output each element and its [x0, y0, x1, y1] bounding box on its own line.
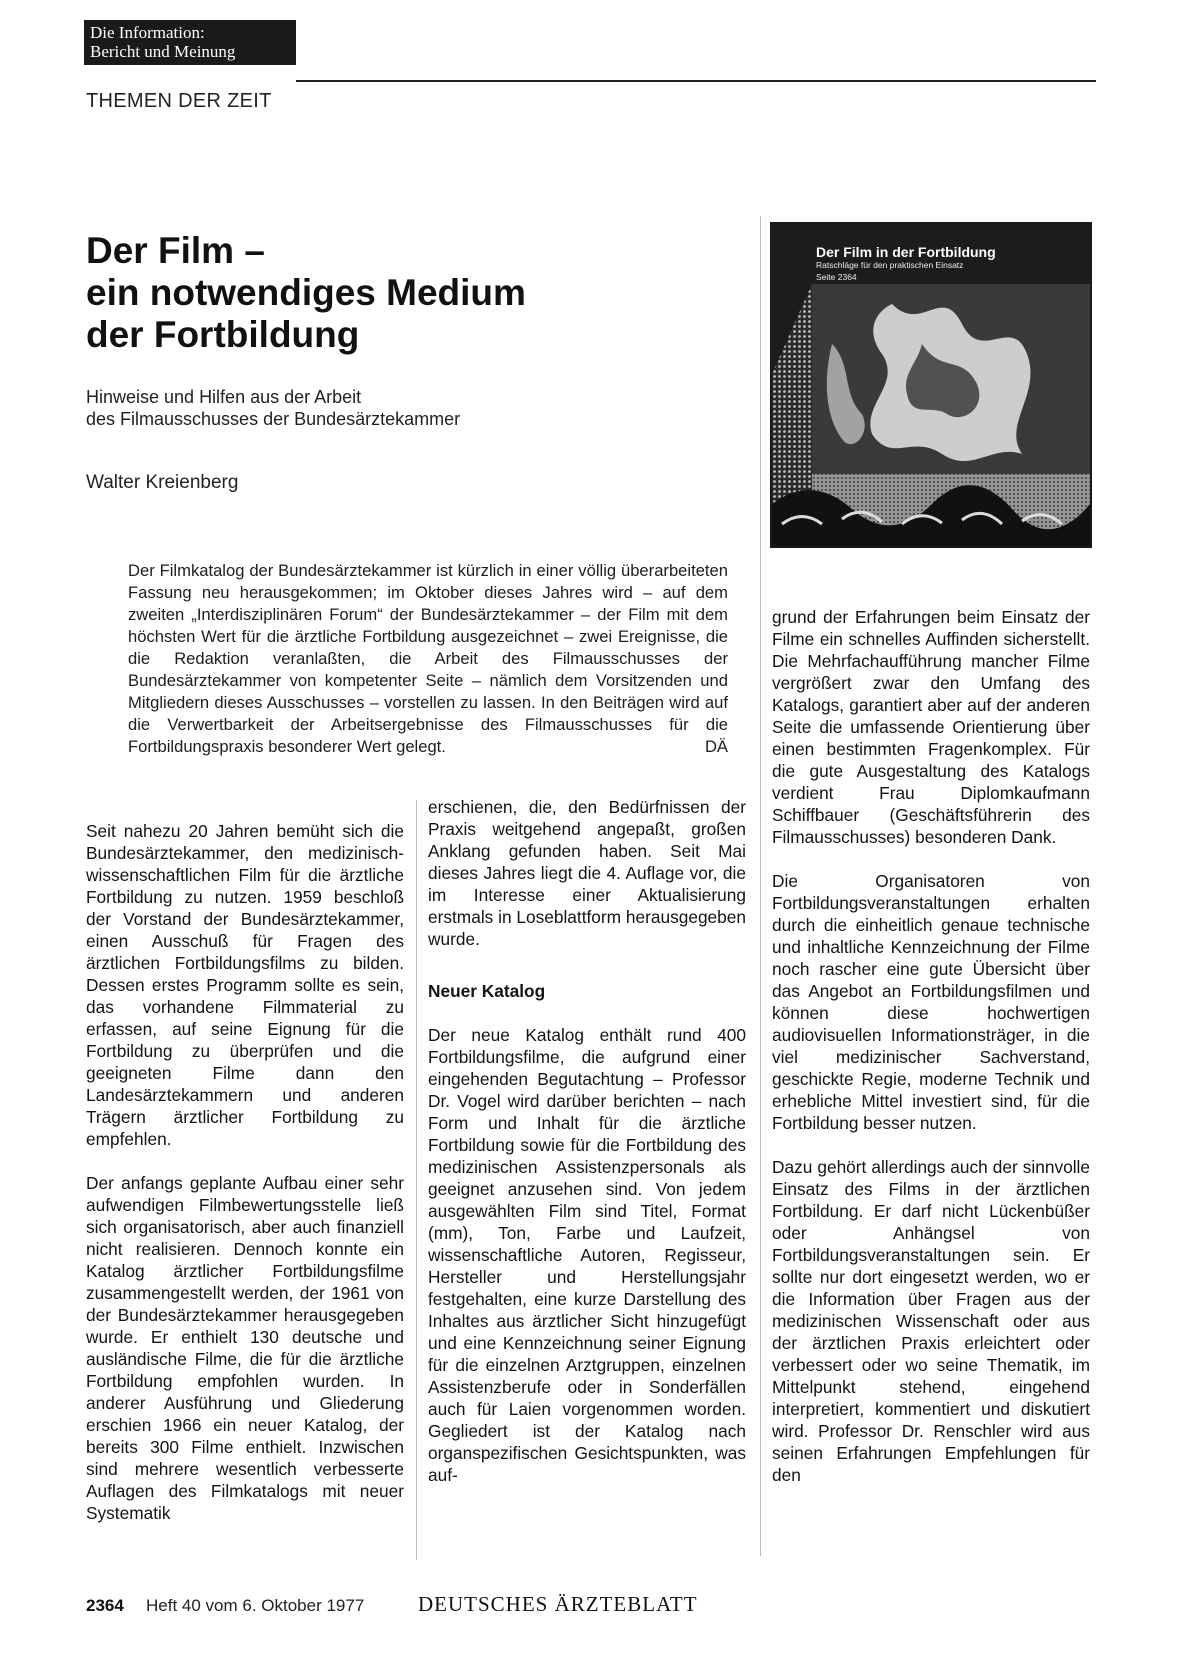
body-column-1	[86, 820, 404, 1546]
title-line3: der Fortbildung	[86, 314, 360, 355]
article-subtitle	[86, 386, 706, 430]
intro-signature: DÄ	[704, 737, 728, 756]
column-divider-1	[416, 800, 417, 1560]
intro-text: Der Filmkatalog der Bundesärztekammer ist kürzlich in einer völlig überarbeiteten Fassung neu herausgekommen; im Oktober dieses Jahres wird – auf dem zweiten „Interdisziplinären Forum“ der Bundesärztekammer – der Film mit dem höchsten Wert für die ärztliche Fortbildung ausgezeichnet – zwei Ereignisse, die die Redaktion veranlaßten, die Arbeit des Filmausschusses der Bundesärztekammer von kompetenter Seite – nämlich dem Vorsitzenden und Mitgliedern dieses Ausschusses – vorstellen zu lassen. In den Beiträgen wird auf die Verwertbarkeit der Arbeitsergebnisse des Filmausschusses für die Fortbildungspraxis besonderer Wert gelegt.	[128, 561, 728, 756]
paragraph: grund der Erfahrungen beim Einsatz der Filme ein schnelles Auffinden sicherstellt. Die Mehrfachaufführung mancher Filme vergrößert zwar den Umfang des Katalogs, garantiert aber auf der anderen Seite die umfassende Orientierung über einen bestimmten Fragenkomplex. Für die gute Ausgestaltung des Katalogs verdient Frau Diplomkaufmann Schiffbauer (Geschäftsführerin des Filmausschusses) besonderen Dank.	[772, 607, 1090, 847]
page-number: 2364	[86, 1596, 124, 1615]
article-intro	[128, 560, 728, 758]
paragraph: Dazu gehört allerdings auch der sinnvolle Einsatz des Films in der ärztlichen Fortbildung. Er darf nicht Lückenbüßer oder Anhängsel von Fortbildungsveranstaltungen sein. Er sollte nur dort eingesetzt werden, wo er die Information über Fragen aus der medizinischen Wissenschaft oder aus der ärztlichen Praxis erleichtert oder verbessert oder wo seine Thematik, im Mittelpunkt stehend, eingehend interpretiert, kommentiert und diskutiert wird. Professor Dr. Renschler wird aus seinen Erfahrungen Empfehlungen für den	[772, 1157, 1090, 1485]
section-heading: Neuer Katalog	[428, 981, 546, 1001]
journal-name: DEUTSCHES ÄRZTEBLATT	[418, 1592, 698, 1616]
paragraph: Die Organisatoren von Fortbildungsveranstaltungen erhalten durch die einheitlich genaue technische und inhaltliche Kennzeichnung der Filme noch rascher eine gute Übersicht über das Angebot an Fortbildungsfilmen und können diese hochwertigen audiovisuellen Informationsträger, in die viel medizinischer Sachverstand, geschickte Regie, moderne Technik und erhebliche Mittel investiert sind, für die Fortbildung besser nutzen.	[772, 871, 1090, 1133]
article-author: Walter Kreienberg	[86, 472, 239, 493]
cover-page-ref: Seite 2364	[816, 272, 857, 282]
catalog-cover-image	[770, 222, 1092, 548]
cover-title: Der Film in der Fortbildung	[816, 244, 996, 260]
subtitle-line1: Hinweise und Hilfen aus der Arbeit	[86, 387, 362, 407]
rubric-label: THEMEN DER ZEIT	[86, 90, 272, 112]
body-column-3	[772, 606, 1090, 1508]
column-divider-2	[760, 216, 761, 1556]
paragraph: Der neue Katalog enthält rund 400 Fortbildungsfilme, die aufgrund einer eingehenden Begutachtung – Professor Dr. Vogel wird darüber berichten – nach Form und Inhalt für die ärztliche Fortbildung sowie für die Fortbildung des medizinischen Assistenzpersonals als geeignet anzusehen sind. Von jedem ausgewählten Film sind Titel, Format (mm), Ton, Farbe und Laufzeit, wissenschaftliche Autoren, Regisseur, Hersteller und Herstellungsjahr festgehalten, eine kurze Darstellung des Inhaltes aus ärztlicher Sicht hinzugefügt und eine Kennzeichnung seiner Eignung für die einzelnen Arztgruppen, einzelnen Assistenzberufe oder in Sonderfällen auch für Laien vorgenommen worden. Gegliedert ist der Katalog nach organspezifischen Gesichtspunkten, was auf-	[428, 1025, 746, 1485]
title-line1: Der Film –	[86, 230, 265, 271]
paragraph: erschienen, die, den Bedürfnissen der Praxis weitgehend angepaßt, großen Anklang gefunden haben. Seit Mai dieses Jahres liegt die 4. Auflage vor, die im Interesse einer Aktualisierung erstmals in Loseblattform herausgegeben wurde.	[428, 797, 746, 949]
section-label-box	[84, 20, 296, 65]
article-title	[86, 230, 706, 356]
header-rule	[296, 80, 1096, 82]
issue-info: Heft 40 vom 6. Oktober 1977	[146, 1596, 365, 1615]
paragraph: Der anfangs geplante Aufbau einer sehr aufwendigen Filmbewertungsstelle ließ sich organisatorisch, aber auch finanziell nicht realisieren. Dennoch konnte ein Katalog ärztlicher Fortbildungsfilme zusammengestellt werden, der 1961 von der Bundesärztekammer herausgegeben wurde. Er enthielt 130 deutsche und ausländische Filme, die für die ärztliche Fortbildung empfohlen wurden. In anderer Ausführung und Gliederung erschien 1966 ein neuer Katalog, der bereits 300 Filme enthielt. Inzwischen sind mehrere wesentlich verbesserte Auflagen des Filmkatalogs mit neuer Systematik	[86, 1173, 404, 1523]
cover-subtitle: Ratschläge für den praktischen Einsatz	[816, 260, 964, 270]
section-label-line2: Bericht und Meinung	[90, 42, 236, 61]
subtitle-line2: des Filmausschusses der Bundesärztekammer	[86, 409, 461, 429]
body-column-2	[428, 796, 746, 1508]
paragraph: Seit nahezu 20 Jahren bemüht sich die Bundesärztekammer, den medizinisch-wissenschaftlichen Film für die ärztliche Fortbildung zu nutzen. 1959 beschloß der Vorstand der Bundesärztekammer, einen Ausschuß für Fragen des ärztlichen Fortbildungsfilms zu bilden. Dessen erstes Programm sollte es sein, das vorhandene Filmmaterial zu erfassen, auf seine Eignung für die Fortbildung zu überprüfen und die geeigneten Filme dann den Landesärztekammern und anderen Trägern ärztlicher Fortbildung zu empfehlen.	[86, 821, 404, 1149]
section-label-line1: Die Information:	[90, 23, 205, 42]
title-line2: ein notwendiges Medium	[86, 272, 526, 313]
